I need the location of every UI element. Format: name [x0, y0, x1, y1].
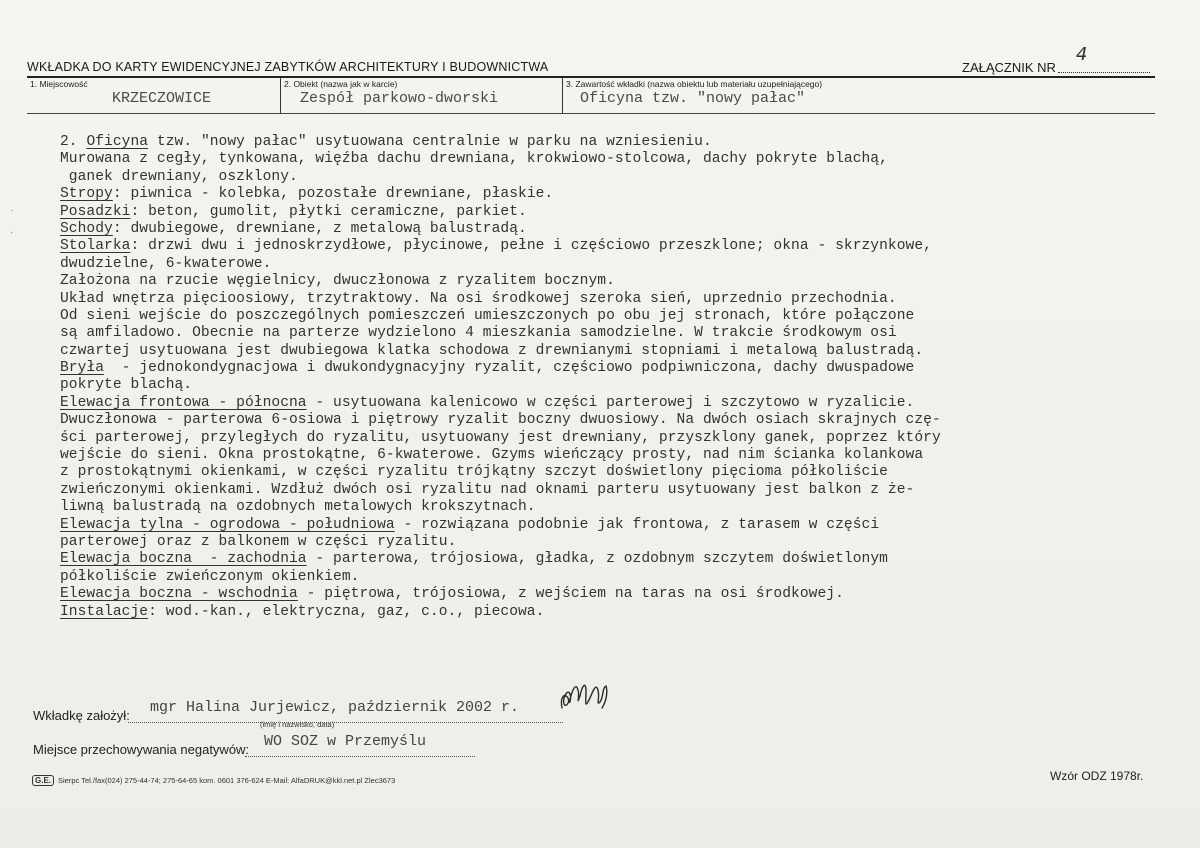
- compiled-by-dotted-line: [128, 722, 563, 723]
- description-line: czwartej usytuowana jest dwubiegowa klatka schodowa z drewnianymi stopniami i metalową balustradą.: [60, 342, 924, 359]
- object-value: Zespół parkowo-dworski: [300, 90, 499, 107]
- section-heading: Elewacja tylna - ogrodowa - południowa: [60, 516, 395, 533]
- description-line: Założona na rzucie węgielnicy, dwuczłonowa z ryzalitem bocznym.: [60, 273, 615, 290]
- content-value: Oficyna tzw. "nowy pałac": [580, 90, 806, 107]
- header-bottom-rule: [27, 113, 1155, 114]
- description-line: Elewacja boczna - zachodnia - parterowa, trójosiowa, gładka, z ozdobnym szczytem doświetlonym: [60, 551, 888, 568]
- margin-marks: · ·: [10, 205, 14, 238]
- field-separator: [562, 78, 563, 113]
- description-line: Posadzki: beton, gumolit, płytki ceramiczne, parkiet.: [60, 203, 527, 220]
- description-line: Elewacja tylna - ogrodowa - południowa - rozwiązana podobnie jak frontowa, z tarasem w części: [60, 516, 880, 533]
- description-line: pokryte blachą.: [60, 377, 193, 394]
- description-line: zwieńczonymi okienkami. Wzdłuż dwóch osi ryzalitu nad oknami parteru usytuowany jest balkon z że-: [60, 481, 915, 498]
- compiled-by-value: mgr Halina Jurjewicz, październik 2002 r.: [150, 699, 520, 716]
- printer-logo: G.E.: [32, 775, 54, 786]
- printer-imprint: [32, 775, 395, 786]
- description-line: ganek drewniany, oszklony.: [60, 168, 298, 185]
- object-label: 2. Obiekt (nazwa jak w karcie): [284, 79, 398, 89]
- description-line: są amfiladowo. Obecnie na parterze wydzielono 4 mieszkania samodzielne. W trakcie środkowym osi: [60, 325, 897, 342]
- description-line: Od sieni wejście do poszczególnych pomieszczeń umieszczonych po obu jej stronach, które połączone: [60, 307, 915, 324]
- description-line: liwną balustradą na ozdobnych metalowych krokszytnach.: [60, 499, 536, 516]
- description-body: [60, 134, 1160, 621]
- negatives-dotted-line: [245, 756, 475, 757]
- annex-number: 4: [1076, 44, 1088, 65]
- description-line: półkoliście zwieńczonym okienkiem.: [60, 568, 360, 585]
- location-value: KRZECZOWICE: [112, 90, 212, 107]
- form-pattern: Wzór ODZ 1978r.: [1050, 769, 1144, 783]
- section-heading: Instalacje: [60, 603, 149, 620]
- negatives-value: WO SOZ w Przemyślu: [264, 733, 427, 750]
- negatives-label: Miejsce przechowywania negatywów:: [33, 742, 250, 757]
- handwritten-signature: [556, 668, 616, 716]
- section-heading: Elewacja boczna - wschodnia: [60, 586, 298, 603]
- description-line: dwudzielne, 6-kwaterowe.: [60, 255, 272, 272]
- description-line: Elewacja boczna - wschodnia - piętrowa, trójosiowa, z wejściem na taras na osi środkowej.: [60, 586, 844, 603]
- section-heading: Elewacja frontowa - północna: [60, 394, 307, 411]
- description-line: Dwuczłonowa - parterowa 6-osiowa i piętrowy ryzalit boczny dwuosiowy. Na dwóch osiach skrajnych czę-: [60, 412, 941, 429]
- description-line: Murowana z cegły, tynkowana, więźba dachu drewniana, krokwiowo-stolcowa, dachy pokryte blachą,: [60, 151, 888, 168]
- description-line: Instalacje: wod.-kan., elektryczna, gaz, c.o., piecowa.: [60, 603, 545, 620]
- section-heading: Stolarka: [60, 238, 131, 255]
- annex-label: ZAŁĄCZNIK NR: [962, 60, 1056, 75]
- description-line: Stropy: piwnica - kolebka, pozostałe drewniane, płaskie.: [60, 186, 554, 203]
- description-line: ści parterowej, przyległych do ryzalitu, usytuowany jest drewniany, przyszklony ganek, poprzez który: [60, 429, 941, 446]
- section-heading: Posadzki: [60, 203, 131, 220]
- description-line: Układ wnętrza pięcioosiowy, trzytraktowy. Na osi środkowej szeroka sień, uprzednio przechodnia.: [60, 290, 897, 307]
- section-heading: Oficyna: [86, 134, 149, 150]
- section-heading: Bryła: [60, 360, 105, 377]
- description-line: Bryła - jednokondygnacjowa i dwukondygnacyjny ryzalit, częściowo podpiwniczona, dachy dwuspadowe: [60, 360, 915, 377]
- annex-dotted-line: [1058, 72, 1150, 73]
- description-line: 2. Oficyna tzw. "nowy pałac" usytuowana centralnie w parku na wzniesieniu.: [60, 134, 712, 150]
- content-label: 3. Zawartość wkładki (nazwa obiektu lub materiału uzupełniającego): [566, 79, 823, 89]
- description-line: Elewacja frontowa - północna - usytuowana kalenicowo w części parterowej i szczytowo w ryzalicie.: [60, 394, 915, 411]
- compiled-by-label: Wkładkę założył:: [33, 708, 130, 723]
- description-line: Stolarka: drzwi dwu i jednoskrzydłowe, płycinowe, pełne i częściowo przeszklone; okna - skrzynkowe,: [60, 238, 932, 255]
- header-top-rule: [27, 76, 1155, 78]
- location-label: 1. Miejscowość: [30, 79, 88, 89]
- description-line: wejście do sieni. Okna prostokątne, 6-kwaterowe. Gzyms wieńczący prosty, nad nim ścianka kolankowa: [60, 447, 924, 464]
- description-line: parterowej oraz z balkonem w części ryzalitu.: [60, 533, 457, 550]
- section-heading: Elewacja boczna - zachodnia: [60, 551, 307, 568]
- form-title: WKŁADKA DO KARTY EWIDENCYJNEJ ZABYTKÓW ARCHITEKTURY I BUDOWNICTWA: [27, 60, 549, 74]
- compiled-by-hint: (imię i nazwisko, data): [260, 720, 335, 729]
- section-heading: Schody: [60, 220, 113, 237]
- section-heading: Stropy: [60, 186, 113, 203]
- description-line: Schody: dwubiegowe, drewniane, z metalową balustradą.: [60, 220, 527, 237]
- printer-info: Sierpc Tel./fax(024) 275-44-74; 275-64-65 kom. 0601 376-624 E-Mail: AlfaDRUK@kkl.net.pl Zlec3673: [58, 776, 396, 785]
- field-separator: [280, 78, 281, 113]
- description-line: z prostokątnymi okienkami, w części ryzalitu trójkątny szczyt doświetlony pięcioma półkoliście: [60, 464, 888, 481]
